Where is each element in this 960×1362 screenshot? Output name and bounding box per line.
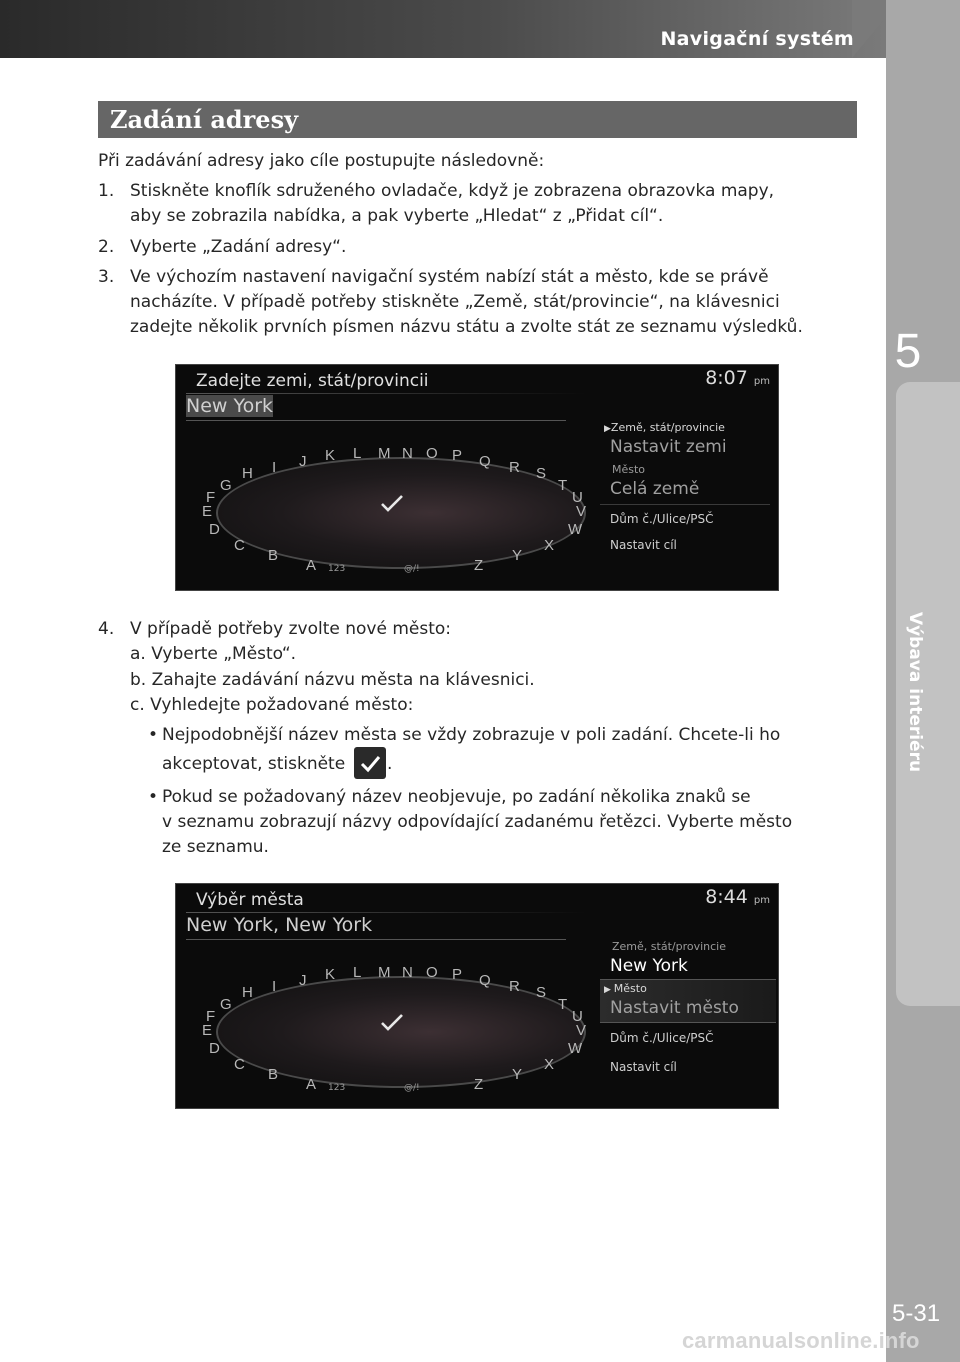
key-p[interactable]: P bbox=[452, 447, 463, 464]
step-4c: c. Vyhledejte požadované město: bbox=[130, 695, 414, 715]
key-w[interactable]: W bbox=[568, 1040, 583, 1057]
key-x[interactable]: X bbox=[544, 1056, 555, 1073]
key-e[interactable]: E bbox=[202, 1022, 213, 1039]
address-menu bbox=[600, 936, 776, 1106]
key-f[interactable]: F bbox=[206, 489, 216, 506]
key-t[interactable]: T bbox=[558, 996, 568, 1013]
key-b[interactable]: B bbox=[268, 547, 279, 564]
key-d[interactable]: D bbox=[209, 521, 220, 538]
menu-set-destination[interactable]: Nastavit cíl bbox=[610, 538, 677, 552]
nav-screen-country bbox=[175, 364, 779, 591]
menu-country-value[interactable]: Nastavit zemi bbox=[610, 437, 727, 457]
address-menu bbox=[600, 417, 776, 587]
key-a[interactable]: A bbox=[306, 1076, 317, 1093]
key-g[interactable]: G bbox=[220, 477, 232, 494]
key-l[interactable]: L bbox=[353, 964, 362, 981]
menu-country-label[interactable]: Země, stát/provincie bbox=[612, 940, 726, 953]
header-title: Navigační systém bbox=[660, 28, 854, 50]
key-k[interactable]: K bbox=[325, 966, 336, 983]
key-y[interactable]: Y bbox=[512, 547, 523, 564]
key-d[interactable]: D bbox=[209, 1040, 220, 1057]
key-a[interactable]: A bbox=[306, 557, 317, 574]
page-number: 5-31 bbox=[892, 1300, 941, 1327]
step-1-line-2: aby se zobrazila nabídka, a pak vyberte „Hledat“ z „Přidat cíl“. bbox=[130, 206, 664, 226]
menu-street[interactable]: Dům č./Ulice/PSČ bbox=[610, 1031, 714, 1045]
inline-check-icon bbox=[354, 747, 386, 779]
search-input[interactable]: New York bbox=[186, 395, 274, 417]
key-symbols[interactable]: @/! bbox=[404, 564, 420, 574]
key-r[interactable]: R bbox=[509, 459, 520, 476]
key-q[interactable]: Q bbox=[479, 972, 491, 989]
menu-city-label[interactable]: Město bbox=[612, 463, 646, 476]
key-w[interactable]: W bbox=[568, 521, 583, 538]
key-m[interactable]: M bbox=[378, 964, 391, 981]
bullet-1-end: . bbox=[387, 754, 393, 774]
key-o[interactable]: O bbox=[426, 964, 438, 981]
key-k[interactable]: K bbox=[325, 447, 336, 464]
step-4b: b. Zahajte zadávání názvu města na klávesnici. bbox=[130, 670, 535, 690]
key-j[interactable]: J bbox=[299, 972, 307, 989]
key-n[interactable]: N bbox=[402, 964, 413, 981]
step-4a: a. Vyberte „Město“. bbox=[130, 644, 297, 664]
menu-city-value[interactable]: Celá země bbox=[610, 479, 700, 499]
key-h[interactable]: H bbox=[242, 984, 253, 1001]
key-s[interactable]: S bbox=[536, 465, 547, 482]
chapter-label: Výbava interiéru bbox=[905, 611, 925, 773]
key-e[interactable]: E bbox=[202, 503, 213, 520]
menu-country-value[interactable]: New York bbox=[610, 956, 688, 976]
bullet-1-line-1: Nejpodobnější název města se vždy zobrazuje v poli zadání. Chcete-li ho bbox=[162, 725, 781, 745]
step-3-line-1: Ve výchozím nastavení navigační systém nabízí stát a město, kde se právě bbox=[130, 267, 769, 287]
key-u[interactable]: U bbox=[572, 489, 583, 506]
intro-text: Při zadávání adresy jako cíle postupujte následovně: bbox=[98, 151, 545, 171]
bullet-2-line-2: v seznamu zobrazují názvy odpovídající zadanému řetězci. Vyberte město bbox=[162, 812, 793, 832]
key-g[interactable]: G bbox=[220, 996, 232, 1013]
key-n[interactable]: N bbox=[402, 445, 413, 462]
key-v[interactable]: V bbox=[576, 503, 587, 520]
key-c[interactable]: C bbox=[234, 537, 245, 554]
menu-street[interactable]: Dům č./Ulice/PSČ bbox=[610, 512, 714, 526]
bullet-2-line-3: ze seznamu. bbox=[162, 837, 269, 857]
key-z[interactable]: Z bbox=[474, 1076, 484, 1093]
bullet-dot: • bbox=[148, 787, 159, 807]
step-number: 4. bbox=[98, 619, 115, 639]
key-q[interactable]: Q bbox=[479, 453, 491, 470]
key-numeric[interactable]: 123 bbox=[328, 1083, 346, 1093]
section-heading: Zadání adresy bbox=[98, 101, 857, 138]
key-i[interactable]: I bbox=[272, 978, 277, 995]
step-3-line-3: zadejte několik prvních písmen názvu státu a zvolte stát ze seznamu výsledků. bbox=[130, 317, 803, 337]
screen-title: Výběr města bbox=[196, 890, 304, 910]
key-o[interactable]: O bbox=[426, 445, 438, 462]
key-z[interactable]: Z bbox=[474, 557, 484, 574]
screen-title: Zadejte zemi, stát/provincii bbox=[196, 371, 429, 391]
key-t[interactable]: T bbox=[558, 477, 568, 494]
key-j[interactable]: J bbox=[299, 453, 307, 470]
step-2-line-1: Vyberte „Zadání adresy“. bbox=[130, 237, 347, 257]
nav-screen-city bbox=[175, 883, 779, 1109]
key-p[interactable]: P bbox=[452, 966, 463, 983]
key-l[interactable]: L bbox=[353, 445, 362, 462]
key-r[interactable]: R bbox=[509, 978, 520, 995]
key-h[interactable]: H bbox=[242, 465, 253, 482]
key-u[interactable]: U bbox=[572, 1008, 583, 1025]
key-y[interactable]: Y bbox=[512, 1066, 523, 1083]
bullet-dot: • bbox=[148, 725, 159, 745]
screen-clock: 8:44 pm bbox=[705, 886, 770, 908]
key-i[interactable]: I bbox=[272, 459, 277, 476]
key-b[interactable]: B bbox=[268, 1066, 279, 1083]
watermark: carmanualsonline.info bbox=[682, 1328, 920, 1353]
key-numeric[interactable]: 123 bbox=[328, 564, 346, 574]
key-symbols[interactable]: @/! bbox=[404, 1083, 420, 1093]
chapter-number: 5 bbox=[894, 325, 922, 378]
key-v[interactable]: V bbox=[576, 1022, 587, 1039]
step-number: 1. bbox=[98, 181, 115, 201]
key-f[interactable]: F bbox=[206, 1008, 216, 1025]
menu-set-destination[interactable]: Nastavit cíl bbox=[610, 1060, 677, 1074]
confirm-check-icon[interactable] bbox=[380, 1012, 404, 1032]
search-input[interactable]: New York, New York bbox=[186, 914, 373, 936]
bullet-1-line-2: akceptovat, stiskněte bbox=[162, 754, 346, 774]
confirm-check-icon[interactable] bbox=[380, 493, 404, 513]
key-m[interactable]: M bbox=[378, 445, 391, 462]
menu-city-label[interactable]: ▶ Město bbox=[604, 982, 647, 995]
key-c[interactable]: C bbox=[234, 1056, 245, 1073]
step-number: 3. bbox=[98, 267, 115, 287]
bullet-2-line-1: Pokud se požadovaný název neobjevuje, po zadání několika znaků se bbox=[162, 787, 751, 807]
step-number: 2. bbox=[98, 237, 115, 257]
menu-country-label[interactable]: ▶Země, stát/provincie bbox=[604, 421, 725, 434]
step-4-text: V případě potřeby zvolte nové město: bbox=[130, 619, 451, 639]
menu-city-value[interactable]: Nastavit město bbox=[610, 998, 739, 1018]
key-x[interactable]: X bbox=[544, 537, 555, 554]
screen-clock: 8:07 pm bbox=[705, 367, 770, 389]
key-s[interactable]: S bbox=[536, 984, 547, 1001]
step-3-line-2: nacházíte. V případě potřeby stiskněte „Země, stát/provincie“, na klávesnici bbox=[130, 292, 780, 312]
step-1-line-1: Stiskněte knoflík sdruženého ovladače, když je zobrazena obrazovka mapy, bbox=[130, 181, 775, 201]
